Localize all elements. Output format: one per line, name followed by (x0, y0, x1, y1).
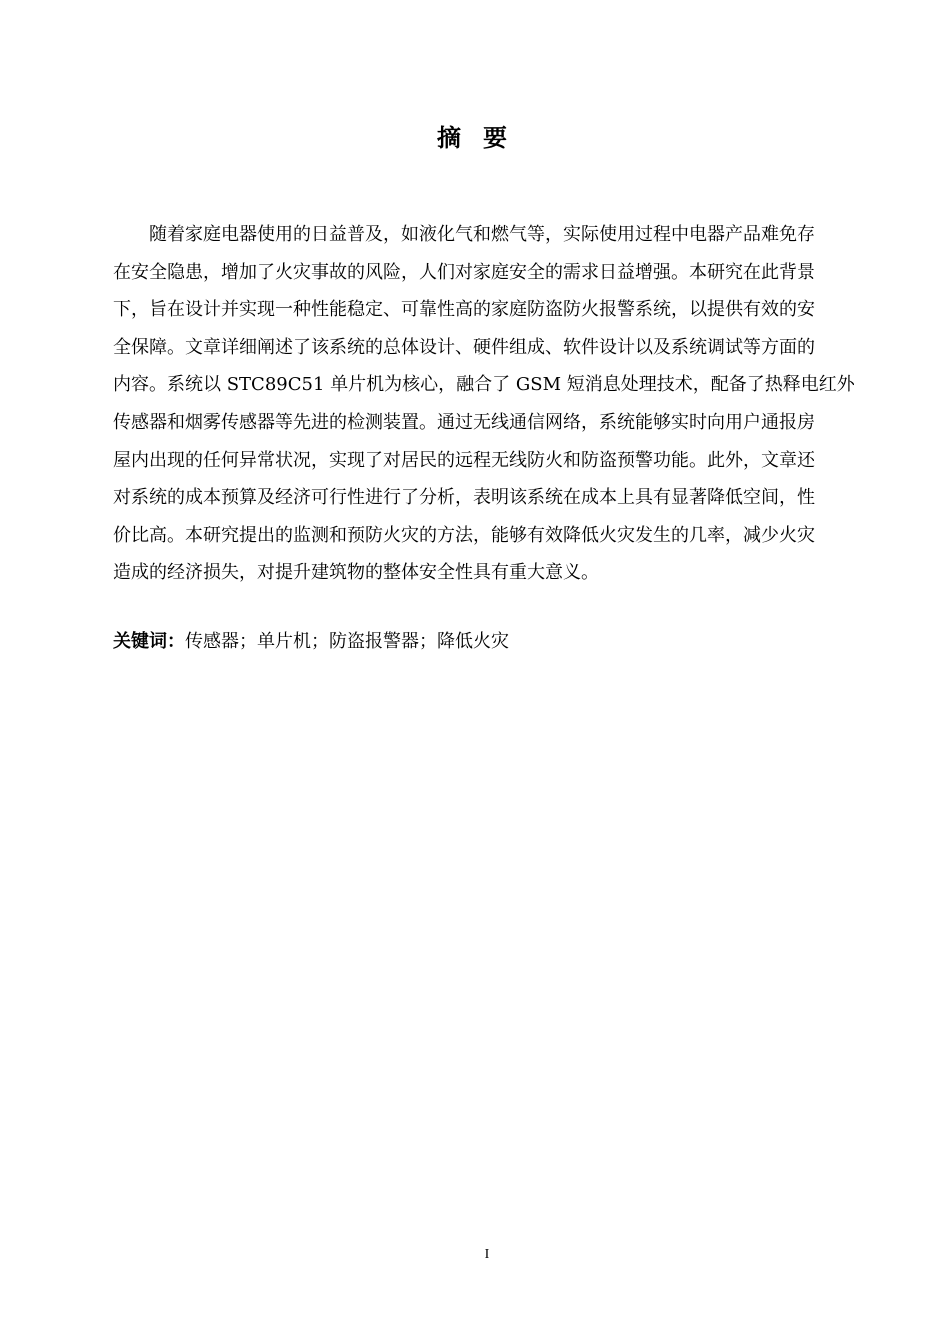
abstract-line: 屋内出现的任何异常状况，实现了对居民的远程无线防火和防盗预警功能。此外，文章还 (113, 449, 815, 471)
page-number: I (484, 1247, 490, 1262)
abstract-line: 传感器和烟雾传感器等先进的检测装置。通过无线通信网络，系统能够实时向用户通报房 (113, 411, 815, 433)
abstract-body (113, 216, 853, 592)
keywords-label: 关键词： (113, 631, 185, 652)
keywords-line (113, 628, 509, 656)
keywords-text: 传感器；单片机；防盗报警器；降低火灾 (185, 631, 509, 652)
abstract-title: 摘要 (437, 124, 529, 152)
abstract-line: 下，旨在设计并实现一种性能稳定、可靠性高的家庭防盗防火报警系统，以提供有效的安 (113, 299, 815, 321)
abstract-line: 价比高。本研究提出的监测和预防火灾的方法，能够有效降低火灾发生的几率，减少火灾 (113, 524, 815, 546)
abstract-line: 在安全隐患，增加了火灾事故的风险，人们对家庭安全的需求日益增强。本研究在此背景 (113, 261, 815, 283)
abstract-line: 内容。系统以 STC89C51 单片机为核心，融合了 GSM 短消息处理技术，配备了热释电红外 (113, 374, 855, 396)
abstract-line: 随着家庭电器使用的日益普及，如液化气和燃气等，实际使用过程中电器产品难免存 (149, 224, 815, 245)
abstract-line: 对系统的成本预算及经济可行性进行了分析，表明该系统在成本上具有显著降低空间，性 (113, 487, 815, 509)
abstract-line: 全保障。文章详细阐述了该系统的总体设计、硬件组成、软件设计以及系统调试等方面的 (113, 336, 815, 358)
abstract-line: 造成的经济损失，对提升建筑物的整体安全性具有重大意义。 (113, 562, 599, 584)
